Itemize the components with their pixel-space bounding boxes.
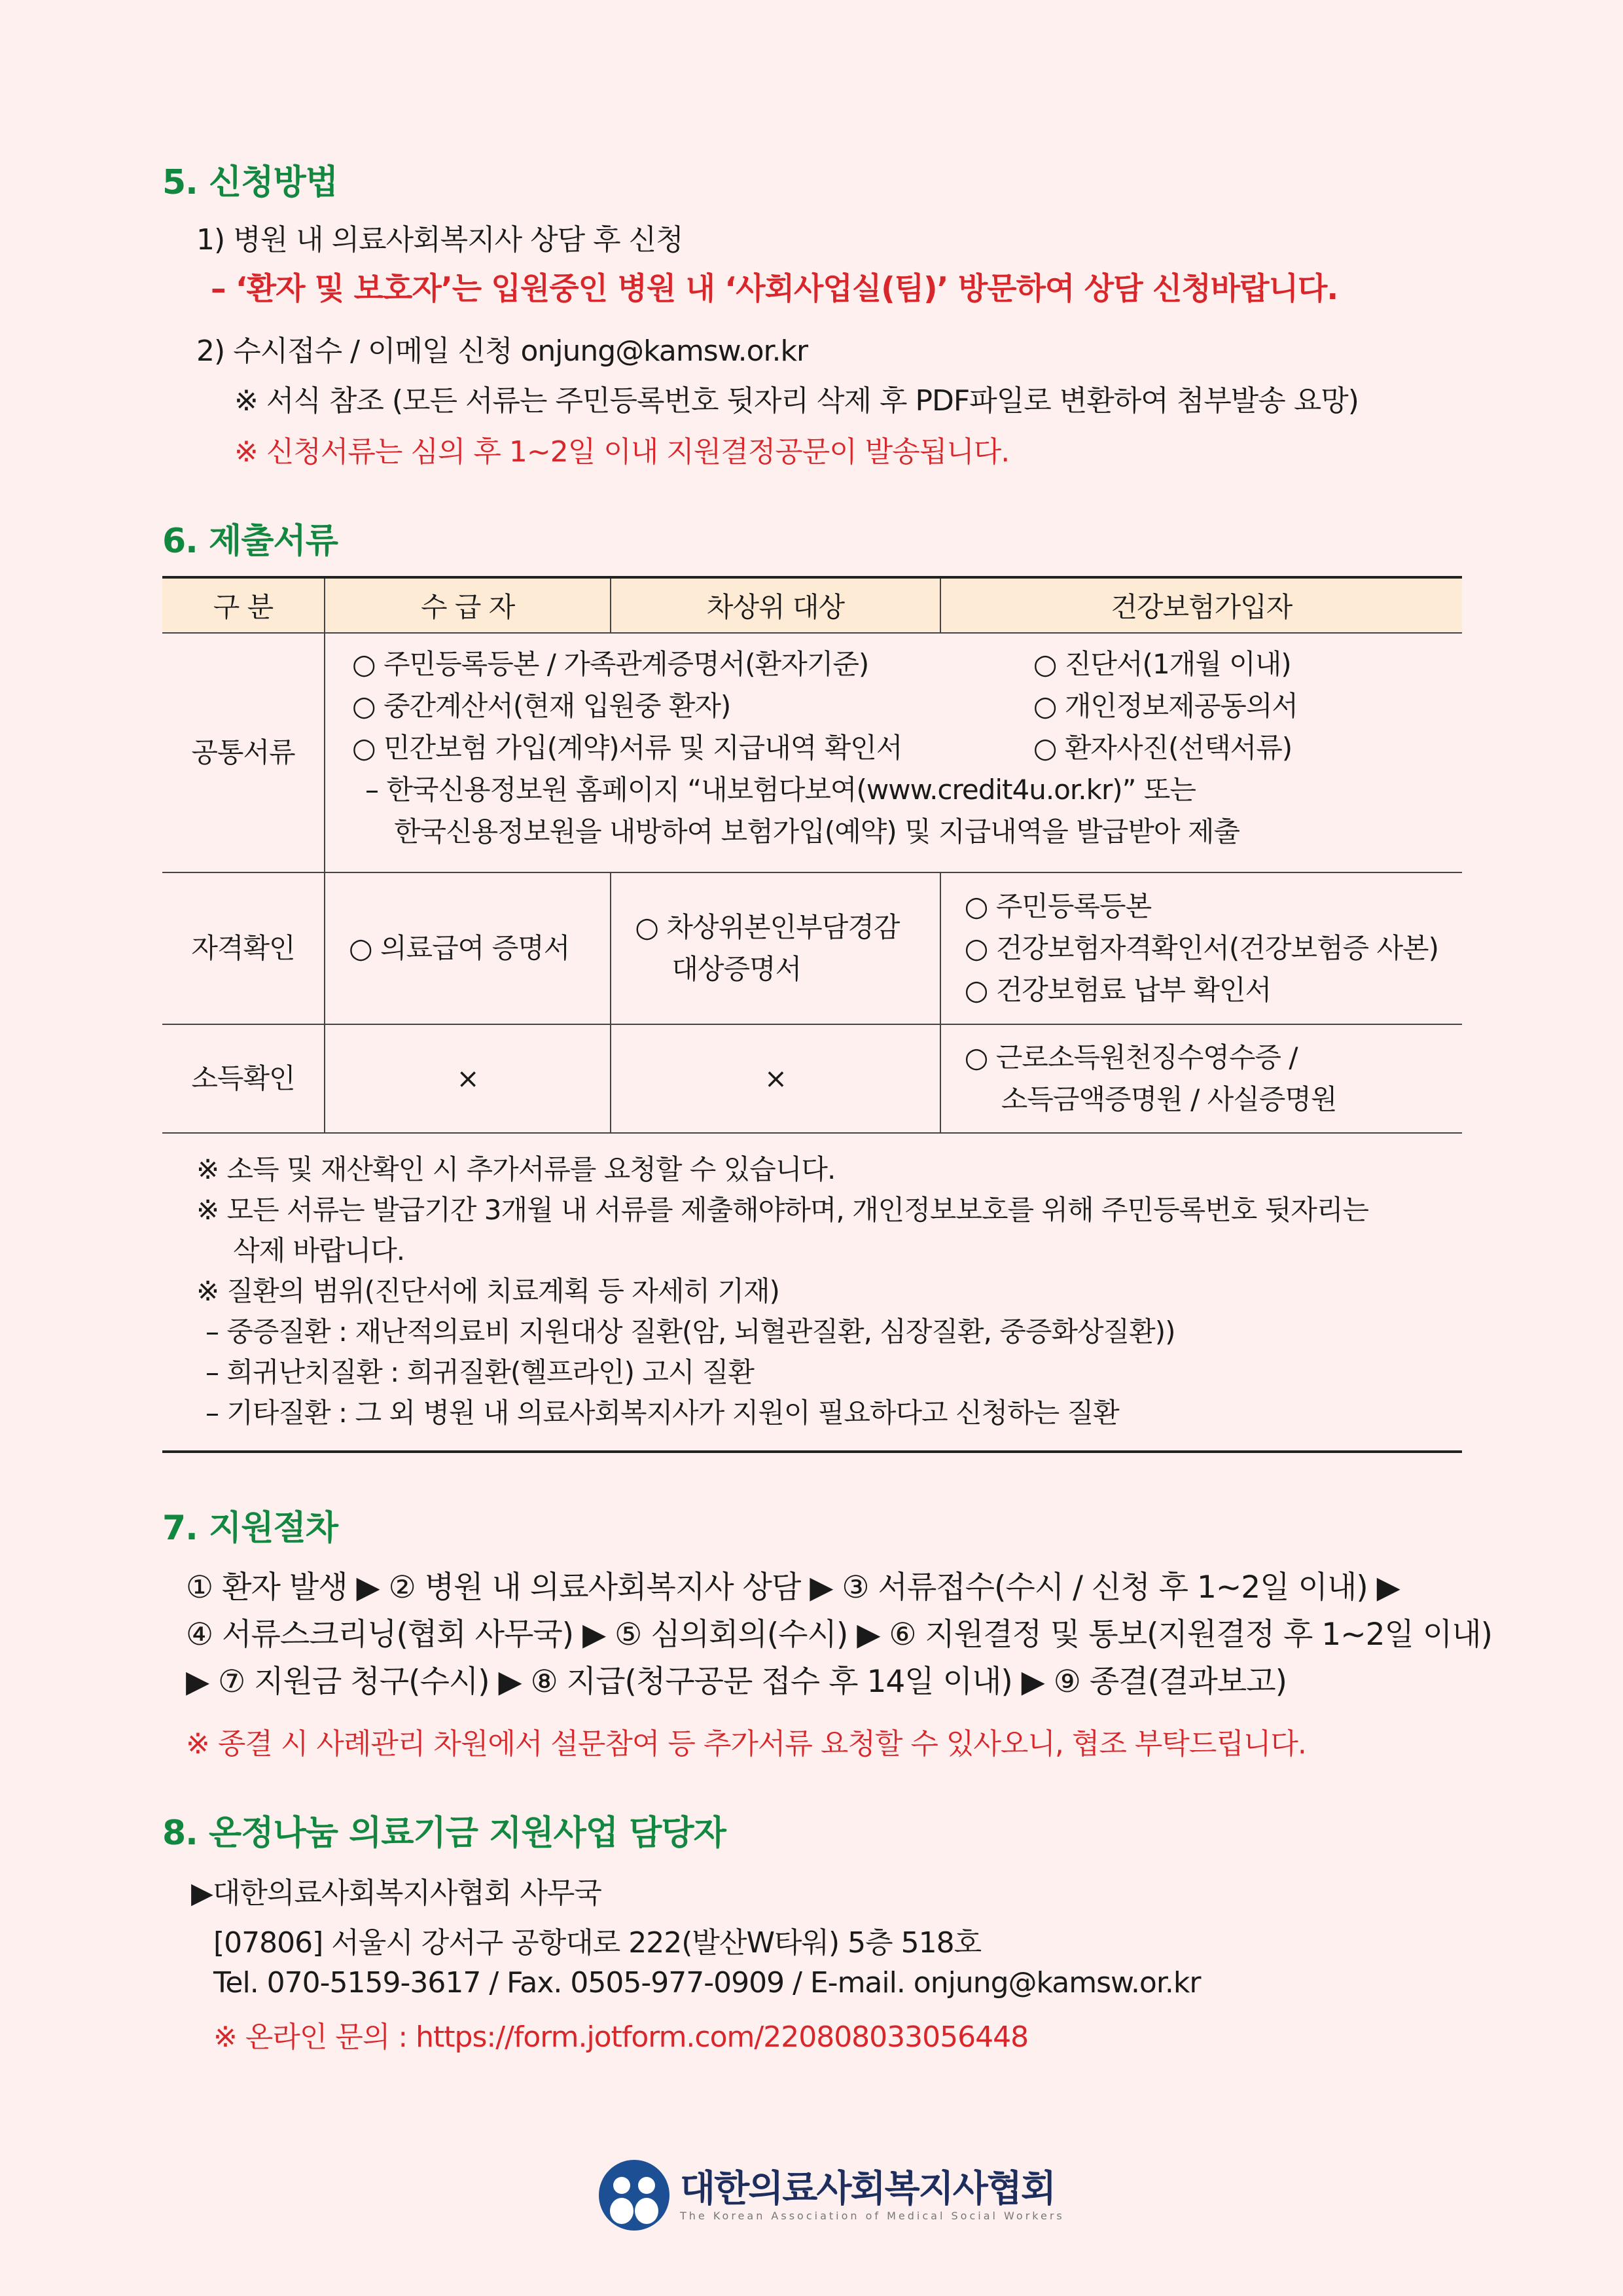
note-line: 삭제 바랍니다.: [233, 1234, 405, 1266]
contact-online: ※ 온라인 문의 : https://form.jotform.com/220808033056448: [213, 2020, 1029, 2054]
section-title-documents: 6. 제출서류: [162, 522, 338, 561]
income-near-poor: ×: [611, 1024, 940, 1133]
income-recipient: ×: [325, 1024, 611, 1133]
footer-logo: [599, 2160, 1065, 2231]
procedure-note-red: ※ 종결 시 사례관리 차원에서 설문참여 등 추가서류 요청할 수 있사오니, 협조 부탁드립니다.: [186, 1727, 1306, 1761]
common-doc-sub: 한국신용정보원을 내방하여 보험가입(예약) 및 지급내역을 발급받아 제출: [393, 816, 1240, 848]
row-label-income: 소득확인: [162, 1024, 325, 1133]
col-header-near-poor: 차상위 대상: [611, 577, 940, 633]
apply-step-2-red: ※ 신청서류는 심의 후 1~2일 이내 지원결정공문이 발송됩니다.: [234, 435, 1010, 469]
documents-table: [162, 576, 1462, 1134]
section-title-contact: 8. 온정나눔 의료기금 지원사업 담당자: [162, 1814, 726, 1853]
income-insured: ○ 근로소득원천징수영수증 /: [964, 1041, 1298, 1073]
qual-recipient: ○ 의료급여 증명서: [348, 932, 570, 964]
kamsw-logo-icon: [599, 2160, 669, 2231]
apply-step-2: 2) 수시접수 / 이메일 신청 onjung@kamsw.or.kr: [196, 334, 808, 368]
common-doc: ○ 중간계산서(현재 입원중 환자): [351, 690, 731, 722]
table-row-common: [162, 633, 1462, 872]
note-line: – 중증질환 : 재난적의료비 지원대상 질환(암, 뇌혈관질환, 심장질환, 중증화상질환)): [205, 1316, 1175, 1348]
common-doc: ○ 주민등록등본 / 가족관계증명서(환자기준): [351, 648, 869, 680]
qual-near-poor-2: 대상증명서: [671, 953, 802, 985]
qual-insured: ○ 주민등록등본: [964, 890, 1152, 922]
apply-step-2-note: ※ 서식 참조 (모든 서류는 주민등록번호 뒷자리 삭제 후 PDF파일로 변환하여 첨부발송 요망): [234, 384, 1359, 418]
contact-org: ▶대한의료사회복지사협회 사무국: [191, 1876, 601, 1910]
table-row-income: [162, 1024, 1462, 1133]
common-doc: ○ 민간보험 가입(계약)서류 및 지급내역 확인서: [351, 732, 902, 764]
row-label-common: 공통서류: [162, 633, 325, 872]
col-header-insured: 건강보험가입자: [940, 577, 1462, 633]
note-line: ※ 소득 및 재산확인 시 추가서류를 요청할 수 있습니다.: [196, 1153, 836, 1185]
row-label-qualification: 자격확인: [162, 872, 325, 1024]
col-header-recipient: 수 급 자: [325, 577, 611, 633]
table-header-row: [162, 577, 1462, 633]
procedure-line-3: ▶ ⑦ 지원금 청구(수시) ▶ ⑧ 지급(청구공문 접수 후 14일 이내) ▶ ⑨ 종결(결과보고): [186, 1664, 1287, 1700]
col-header-category: 구 분: [162, 577, 325, 633]
logo-name-english: The Korean Association of Medical Social Workers: [680, 2209, 1065, 2222]
note-line: – 기타질환 : 그 외 병원 내 의료사회복지사가 지원이 필요하다고 신청하는 질환: [205, 1397, 1119, 1429]
income-insured-2: 소득금액증명원 / 사실증명원: [1001, 1083, 1337, 1115]
qual-insured: ○ 건강보험자격확인서(건강보험증 사본): [964, 932, 1438, 964]
note-line: – 희귀난치질환 : 희귀질환(헬프라인) 고시 질환: [205, 1356, 754, 1388]
procedure-line-1: ① 환자 발생 ▶ ② 병원 내 의료사회복지사 상담 ▶ ③ 서류접수(수시 / 신청 후 1~2일 이내) ▶: [186, 1570, 1400, 1605]
table-row-qualification: [162, 872, 1462, 1024]
common-doc: ○ 환자사진(선택서류): [1033, 732, 1293, 764]
apply-step-1: 1) 병원 내 의료사회복지사 상담 후 신청: [196, 223, 683, 257]
procedure-line-2: ④ 서류스크리닝(협회 사무국) ▶ ⑤ 심의회의(수시) ▶ ⑥ 지원결정 및 통보(지원결정 후 1~2일 이내): [186, 1617, 1492, 1653]
section-title-application: 5. 신청방법: [162, 163, 338, 202]
documents-notes: [162, 1136, 1462, 1453]
common-doc-sub: – 한국신용정보원 홈페이지 “내보험다보여(www.credit4u.or.kr)” 또는: [365, 774, 1196, 806]
section-title-procedure: 7. 지원절차: [162, 1509, 338, 1548]
apply-step-1-red: – ‘환자 및 보호자’는 입원중인 병원 내 ‘사회사업실(팀)’ 방문하여 상담 신청바랍니다.: [211, 271, 1338, 307]
logo-name-korean: 대한의료사회복지사협회: [680, 2167, 1056, 2210]
note-line: ※ 질환의 범위(진단서에 치료계획 등 자세히 기재): [196, 1275, 779, 1307]
note-line: ※ 모든 서류는 발급기간 3개월 내 서류를 제출해야하며, 개인정보보호를 위해 주민등록번호 뒷자리는: [196, 1194, 1369, 1226]
qual-near-poor: ○ 차상위본인부담경감: [635, 911, 900, 943]
common-doc: ○ 진단서(1개월 이내): [1033, 648, 1291, 680]
qual-insured: ○ 건강보험료 납부 확인서: [964, 974, 1272, 1006]
common-doc: ○ 개인정보제공동의서: [1033, 690, 1298, 722]
contact-address: [07806] 서울시 강서구 공항대로 222(발산W타워) 5층 518호: [213, 1926, 982, 1960]
contact-phone-email: Tel. 070-5159-3617 / Fax. 0505-977-0909 / E-mail. onjung@kamsw.or.kr: [213, 1966, 1201, 2000]
